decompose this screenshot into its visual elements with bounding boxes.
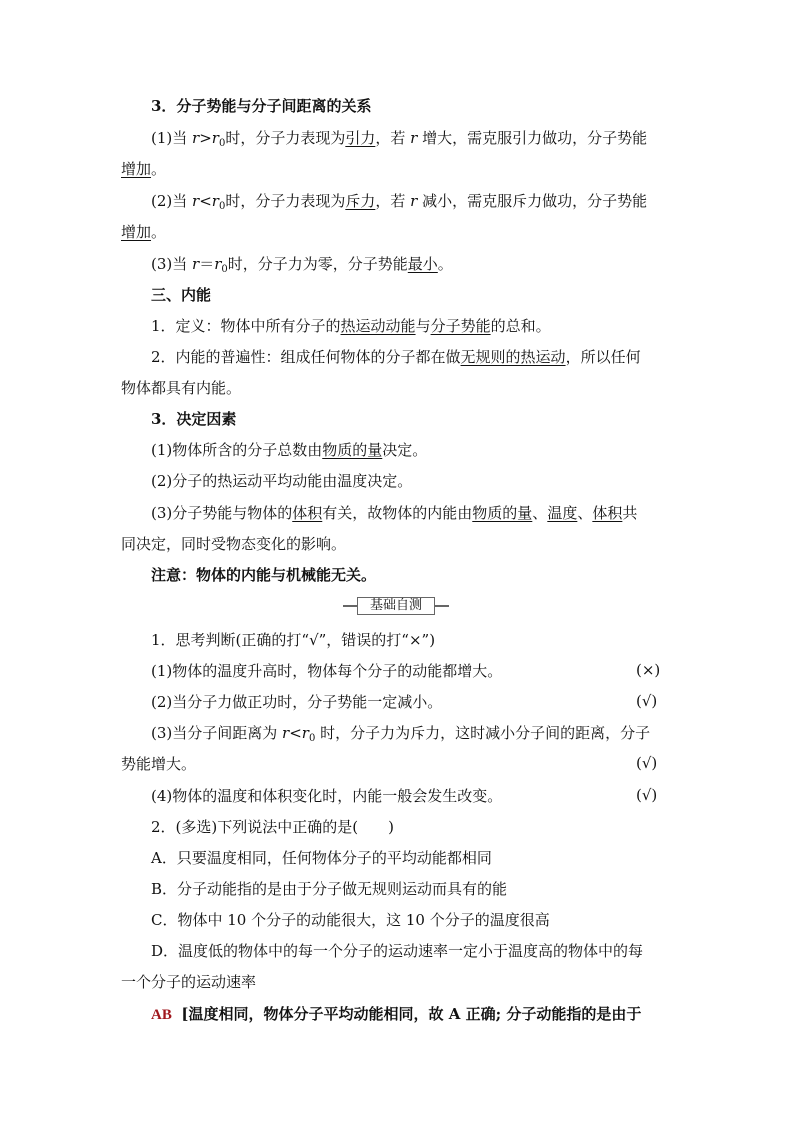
answer-explanation: [温度相同，物体分子平均动能相同，故 A 正确; 分子动能指的是由于	[181, 1005, 642, 1023]
paragraph-line: (2)当 $r<r_0$时，分子力表现为斥力，若 r 减小，需克服斥力做功，分子势能	[151, 192, 648, 212]
paragraph-line: 同决定，同时受物态变化的影响。	[121, 535, 347, 553]
option-b: B．分子动能指的是由于分子做无规则运动而具有的能	[151, 880, 508, 898]
question-stem: 2．(多选)下列说法中正确的是( )	[151, 818, 394, 836]
answer-line	[151, 1004, 641, 1025]
section-banner	[343, 597, 449, 615]
section-heading: 三、内能	[151, 286, 212, 304]
subsection-title: 3．决定因素	[151, 410, 237, 428]
section-3-title: 3．分子势能与分子间距离的关系	[151, 97, 372, 115]
answer-key: AB	[151, 1007, 172, 1023]
paragraph-line: (3)分子势能与物体的体积有关，故物体的内能由物质的量、温度、体积共	[151, 504, 638, 522]
paragraph-line: 增加。	[121, 223, 167, 241]
option-d-cont: 一个分子的运动速率	[121, 973, 257, 991]
judge-item: (1)物体的温度升高时，物体每个分子的动能都增大。	[151, 662, 503, 680]
option-c: C．物体中 10 个分子的动能很大，这 10 个分子的温度很高	[151, 911, 550, 929]
paragraph-line: 2．内能的普遍性：组成任何物体的分子都在做无规则的热运动，所以任何	[151, 348, 641, 366]
question-stem: 1．思考判断(正确的打“√”，错误的打“×”)	[151, 631, 436, 649]
paragraph-line: (3)当 $r=r_0$时，分子力为零，分子势能最小。	[151, 255, 453, 275]
paragraph-line: 1．定义：物体中所有分子的热运动动能与分子势能的总和。	[151, 317, 551, 335]
option-d: D．温度低的物体中的每一个分子的运动速率一定小于温度高的物体中的每	[151, 942, 644, 960]
paragraph-line: (2)分子的热运动平均动能由温度决定。	[151, 472, 413, 490]
judge-mark: (√)	[636, 786, 658, 804]
judge-item: (3)当分子间距离为 $r<r_0$ 时，分子力为斥力，这时减小分子间的距离，分子	[151, 724, 651, 744]
judge-item: 势能增大。	[121, 755, 197, 773]
paragraph-line: 增加。	[121, 160, 167, 178]
paragraph-line: (1)物体所含的分子总数由物质的量决定。	[151, 441, 428, 459]
paragraph-line: 物体都具有内能。	[121, 379, 242, 397]
judge-mark: (×)	[636, 661, 661, 679]
option-a: A．只要温度相同，任何物体分子的平均动能都相同	[151, 849, 492, 867]
judge-item: (2)当分子力做正功时，分子势能一定减小。	[151, 693, 443, 711]
judge-mark: (√)	[636, 692, 658, 710]
judge-item: (4)物体的温度和体积变化时，内能一般会发生改变。	[151, 787, 503, 805]
note-line: 注意：物体的内能与机械能无关。	[151, 566, 377, 584]
banner-label: 基础自测	[357, 597, 435, 615]
paragraph-line: (1)当 $r>r_0$时，分子力表现为引力，若 r 增大，需克服引力做功，分子势能	[151, 129, 648, 149]
judge-mark: (√)	[636, 754, 658, 772]
